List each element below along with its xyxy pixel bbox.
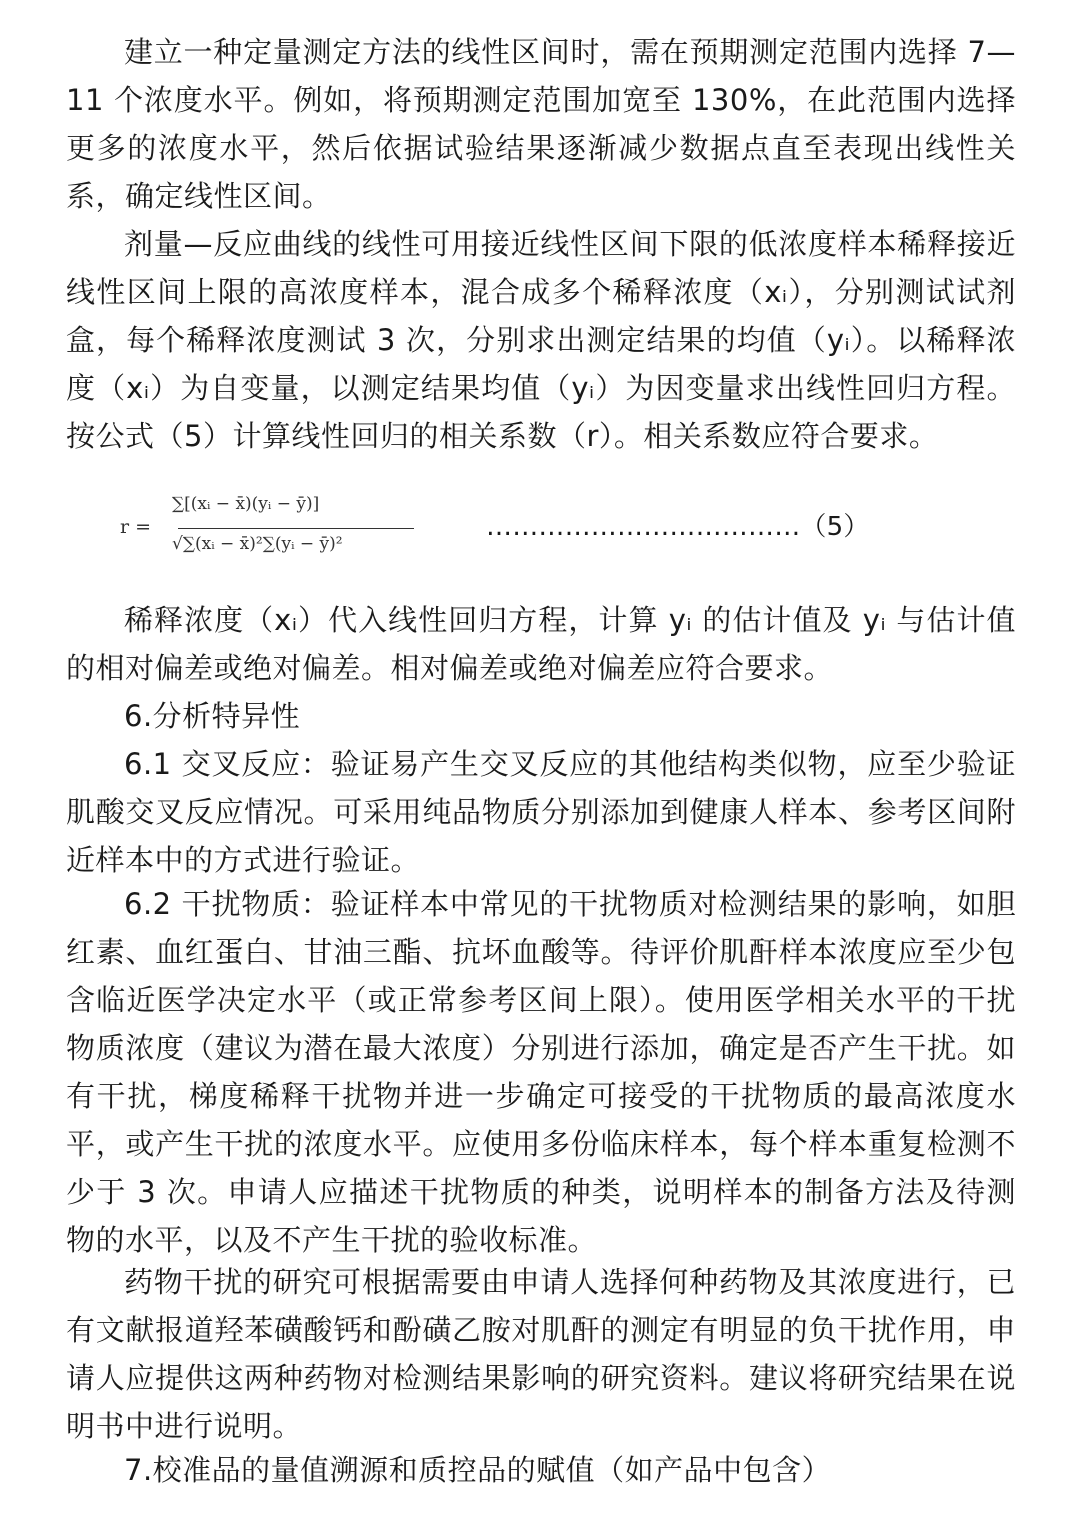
formula-equation-number: （5） <box>800 512 870 542</box>
correlation-formula <box>120 488 440 580</box>
section-heading-analytical-specificity: 6.分析特异性 <box>124 699 301 733</box>
section-heading-calibrator-traceability: 7.校准品的量值溯源和质控品的赋值（如产品中包含） <box>124 1453 832 1487</box>
fraction-bar <box>178 528 414 529</box>
paragraph-dose-response: 剂量—反应曲线的线性可用接近线性区间下限的低浓度样本稀释接近线性区间上限的高浓度样本，混合成多个稀释浓度（xᵢ），分别测试试剂盒，每个稀释浓度测试 3 次，分别求出测定结果的均值（yᵢ）。以稀释浓度（xᵢ）为自变量，以测定结果均值（yᵢ）为因变量求出线性回归方程。按公式（5）计算线性回归的相关系数（r）。相关系数应符合要求。 <box>66 227 1016 453</box>
paragraph-dilution-estimate: 稀释浓度（xᵢ）代入线性回归方程，计算 yᵢ 的估计值及 yᵢ 与估计值的相对偏差或绝对偏差。相对偏差或绝对偏差应符合要求。 <box>66 603 1016 685</box>
formula-numerator: ∑[(xᵢ − x̄)(yᵢ − ȳ)] <box>172 494 320 514</box>
formula-number <box>486 506 870 543</box>
paragraph-drug-interference: 药物干扰的研究可根据需要由申请人选择何种药物及其浓度进行，已有文献报道羟苯磺酸钙和酚磺乙胺对肌酐的测定有明显的负干扰作用，申请人应提供这两种药物对检测结果影响的研究资料。建议将研究结果在说明书中进行说明。 <box>66 1265 1016 1443</box>
formula-leader-dots: ……………………………… <box>486 512 801 542</box>
formula-denominator: √∑(xᵢ − x̄)²∑(yᵢ − ȳ)² <box>172 534 343 554</box>
formula-lhs: r = <box>120 516 152 538</box>
paragraph-linear-range: 建立一种定量测定方法的线性区间时，需在预期测定范围内选择 7—11 个浓度水平。例如，将预期测定范围加宽至 130%，在此范围内选择更多的浓度水平，然后依据试验结果逐渐减少数据点直至表现出线性关系，确定线性区间。 <box>66 35 1016 213</box>
paragraph-cross-reaction: 6.1 交叉反应：验证易产生交叉反应的其他结构类似物，应至少验证肌酸交叉反应情况。可采用纯品物质分别添加到健康人样本、参考区间附近样本中的方式进行验证。 <box>66 747 1016 877</box>
paragraph-interference: 6.2 干扰物质：验证样本中常见的干扰物质对检测结果的影响，如胆红素、血红蛋白、甘油三酯、抗坏血酸等。待评价肌酐样本浓度应至少包含临近医学决定水平（或正常参考区间上限）。使用医学相关水平的干扰物质浓度（建议为潜在最大浓度）分别进行添加，确定是否产生干扰。如有干扰，梯度稀释干扰物并进一步确定可接受的干扰物质的最高浓度水平，或产生干扰的浓度水平。应使用多份临床样本，每个样本重复检测不少于 3 次。申请人应描述干扰物质的种类，说明样本的制备方法及待测物的水平，以及不产生干扰的验收标准。 <box>66 887 1016 1257</box>
